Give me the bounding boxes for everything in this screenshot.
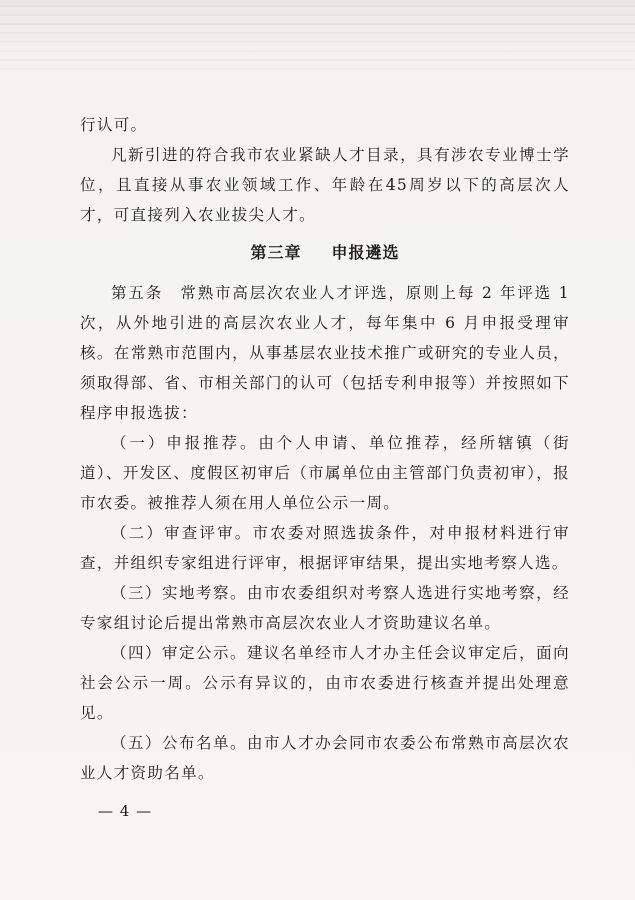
page-number: — 4 — (98, 802, 153, 820)
document-body (80, 110, 570, 788)
chapter-heading (80, 238, 570, 268)
paragraph-step-5: （五）公布名单。由市人才办会同市农委公布常熟市高层次农业人才资助名单。 (80, 734, 570, 782)
paragraph-step-2: （二）审查评审。市农委对照选拔条件，对申报材料进行审查，并组织专家组进行评审，根据评审结果，提出实地考察人选。 (80, 524, 570, 572)
chapter-title: 申报遴选 (331, 243, 400, 262)
paragraph-talent-catalog: 凡新引进的符合我市农业紧缺人才目录，具有涉农专业博士学位，且直接从事农业领域工作、年龄在45周岁以下的高层次人才，可直接列入农业拔尖人才。 (80, 146, 570, 224)
paragraph-step-4: （四）审定公示。建议名单经市人才办主任会议审定后，面向社会公示一周。公示有异议的，由市农委进行核查并提出处理意见。 (80, 644, 570, 722)
chapter-number: 第三章 (250, 243, 302, 262)
paragraph-article-5: 第五条 常熟市高层次农业人才评选，原则上每 2 年评选 1 次，从外地引进的高层次农业人才，每年集中 6 月申报受理审核。在常熟市范围内，从事基层农业技术推广或研究的专业人员，须取得部、省、市相关部门的认可（包括专利申报等）并按照如下程序申报选拔： (80, 284, 570, 422)
paragraph-continuation: 行认可。 (80, 116, 148, 134)
paragraph-step-3: （三）实地考察。由市农委组织对考察人选进行实地考察，经专家组讨论后提出常熟市高层次农业人才资助建议名单。 (80, 584, 570, 632)
paragraph-step-1: （一）申报推荐。由个人申请、单位推荐，经所辖镇（街道）、开发区、度假区初审后（市属单位由主管部门负责初审），报市农委。被推荐人须在用人单位公示一周。 (80, 434, 571, 512)
scan-header-artifact (0, 0, 635, 70)
